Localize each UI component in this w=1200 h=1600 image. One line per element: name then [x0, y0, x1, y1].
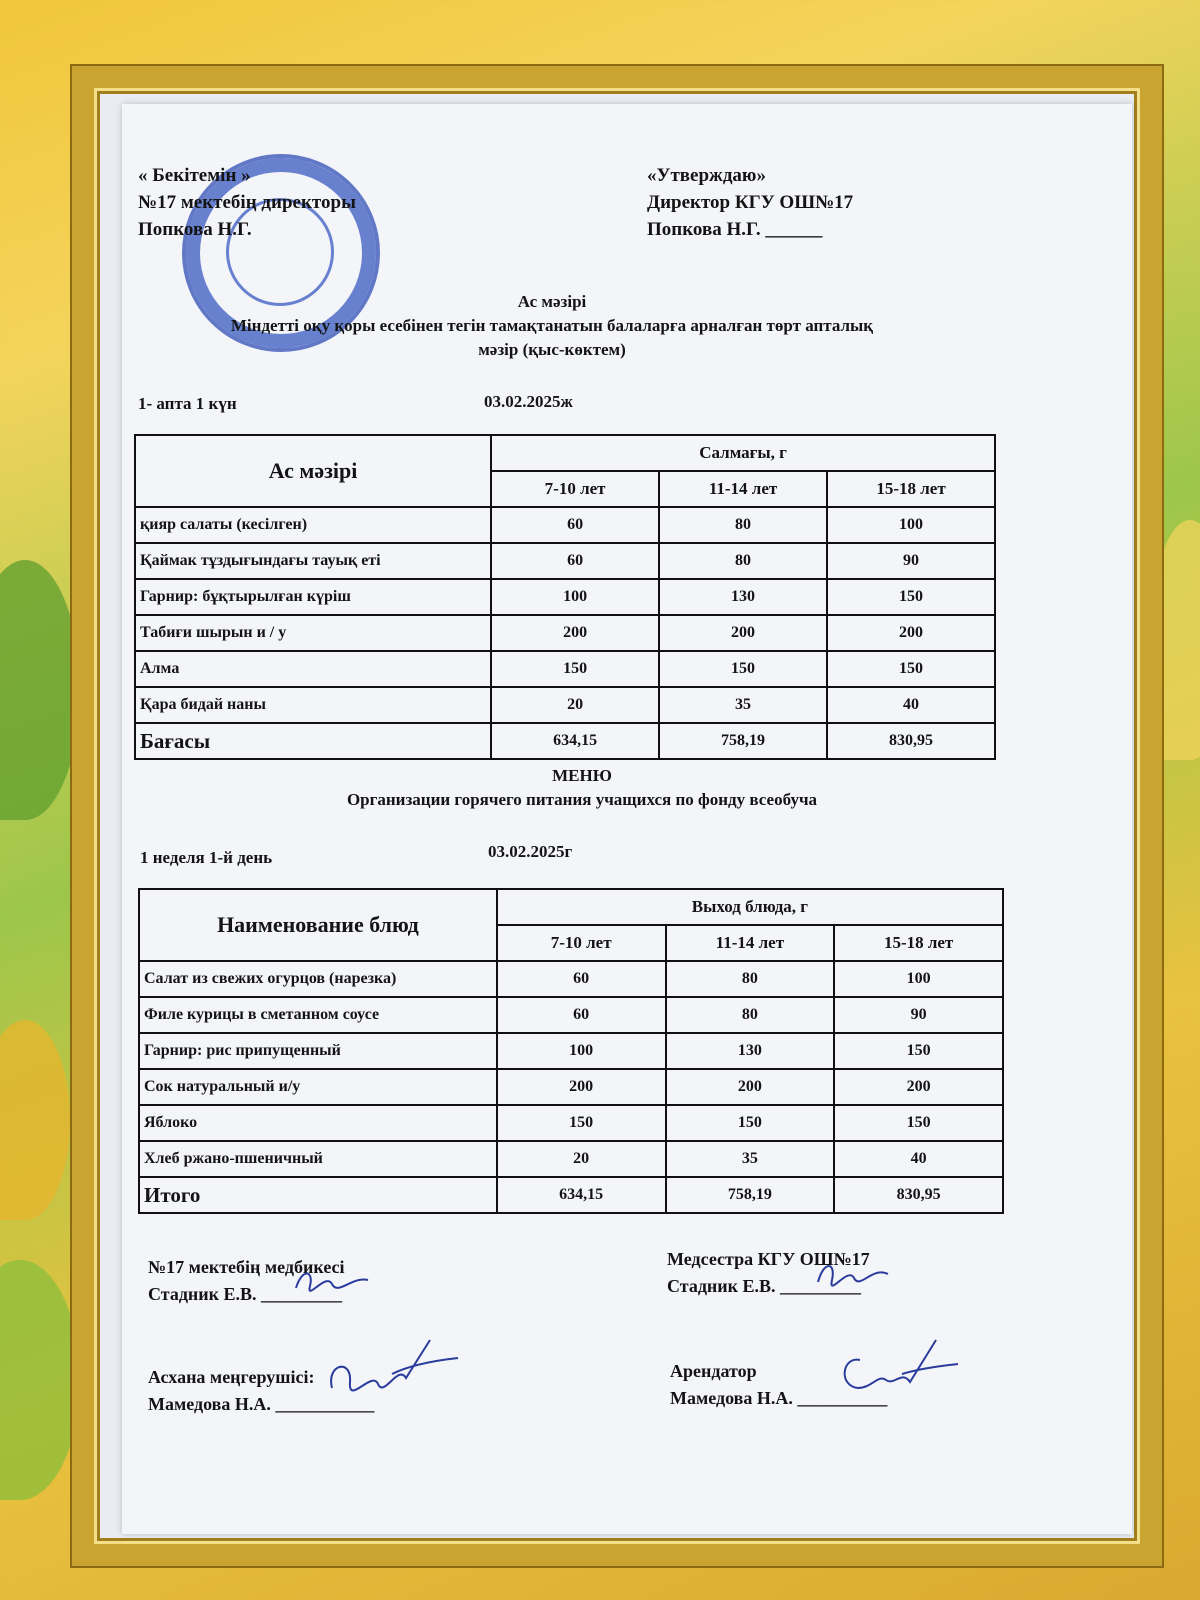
ru-date: 03.02.2025г	[488, 842, 573, 861]
total-row: Бағасы 634,15 758,19 830,95	[135, 723, 995, 759]
wall-decoration	[0, 1260, 80, 1500]
approval-block-ru	[647, 162, 853, 243]
ru-menu-table	[138, 888, 1004, 1214]
kz-title: Ас мәзірі	[517, 292, 587, 311]
wall-decoration	[0, 1020, 70, 1220]
nurse-position-ru: Медсестра КГУ ОШ№17	[667, 1249, 870, 1269]
approval-block-kz	[138, 162, 356, 243]
kz-col-name: Ас мәзірі	[135, 435, 491, 507]
table-row: Гарнир: бұқтырылған күріш 100 130 150	[135, 579, 995, 615]
table-row: Филе курицы в сметанном соусе 60 80 90	[139, 997, 1003, 1033]
menu-document	[122, 104, 1132, 1534]
picture-frame	[72, 66, 1162, 1566]
approval-label-kz: « Бекітемін »	[138, 165, 251, 186]
approval-name-ru: Попкова Н.Г. ______	[647, 219, 823, 240]
ru-week-day: 1 неделя 1-й день	[140, 848, 273, 867]
kz-menu-table	[134, 434, 996, 760]
signature-nurse-kz	[292, 1262, 372, 1296]
canteen-name-kz: Мамедова Н.А. ___________	[148, 1394, 375, 1414]
signature-tenant-ru	[832, 1330, 962, 1400]
kz-week-day: 1- апта 1 күн	[138, 394, 237, 413]
ru-age-2: 11-14 лет	[666, 925, 835, 961]
table-row: Гарнир: рис припущенный 100 130 150	[139, 1033, 1003, 1069]
approval-name-kz: Попкова Н.Г.	[138, 219, 252, 240]
kz-age-2: 11-14 лет	[659, 471, 827, 507]
nurse-name-ru: Стадник Е.В. _________	[667, 1276, 862, 1296]
kz-age-3: 15-18 лет	[827, 471, 995, 507]
ru-age-3: 15-18 лет	[834, 925, 1003, 961]
ru-col-name: Наименование блюд	[139, 889, 497, 961]
ru-title-block	[152, 764, 1012, 812]
kz-title-block	[122, 290, 982, 362]
kz-subtitle-2: мәзір (қыс-көктем)	[478, 340, 626, 359]
table-row: Қаймак тұздығындағы тауық еті 60 80 90	[135, 543, 995, 579]
table-row: Қара бидай наны 20 35 40	[135, 687, 995, 723]
table-row: Сок натуральный и/у 200 200 200	[139, 1069, 1003, 1105]
signature-nurse-ru	[812, 1254, 892, 1290]
table-row: Табиғи шырын и / у 200 200 200	[135, 615, 995, 651]
table-row: Салат из свежих огурцов (нарезка) 60 80 100	[139, 961, 1003, 997]
kz-subtitle: Міндетті оқу қоры есебінен тегін тамақтанатын балаларға арналған төрт апталық	[230, 316, 874, 335]
tenant-position-ru: Арендатор	[670, 1361, 757, 1381]
table-row: Хлеб ржано-пшеничный 20 35 40	[139, 1141, 1003, 1177]
table-row: Алма 150 150 150	[135, 651, 995, 687]
nurse-position-kz: №17 мектебің медбикесі	[148, 1257, 345, 1277]
total-row: Итого 634,15 758,19 830,95	[139, 1177, 1003, 1213]
approval-position-ru: Директор КГУ ОШ№17	[647, 192, 854, 213]
ru-subtitle: Организации горячего питания учащихся по фонду всеобуча	[346, 790, 818, 809]
approval-position-kz: №17 мектебің директоры	[138, 192, 356, 213]
kz-age-1: 7-10 лет	[491, 471, 659, 507]
tenant-name-ru: Мамедова Н.А. __________	[670, 1388, 888, 1408]
ru-title: МЕНЮ	[552, 766, 612, 785]
kz-date: 03.02.2025ж	[484, 392, 573, 411]
table-row: Яблоко 150 150 150	[139, 1105, 1003, 1141]
ru-age-1: 7-10 лет	[497, 925, 666, 961]
nurse-name-kz: Стадник Е.В. _________	[148, 1284, 343, 1304]
approval-label-ru: «Утверждаю»	[647, 165, 766, 186]
table-row: қияр салаты (кесілген) 60 80 100	[135, 507, 995, 543]
kz-col-weight: Салмағы, г	[491, 435, 995, 471]
ru-col-weight: Выход блюда, г	[497, 889, 1003, 925]
signature-canteen-kz	[322, 1334, 462, 1404]
wall-decoration	[0, 560, 80, 820]
canteen-position-kz: Асхана меңгерушісі:	[148, 1367, 315, 1387]
